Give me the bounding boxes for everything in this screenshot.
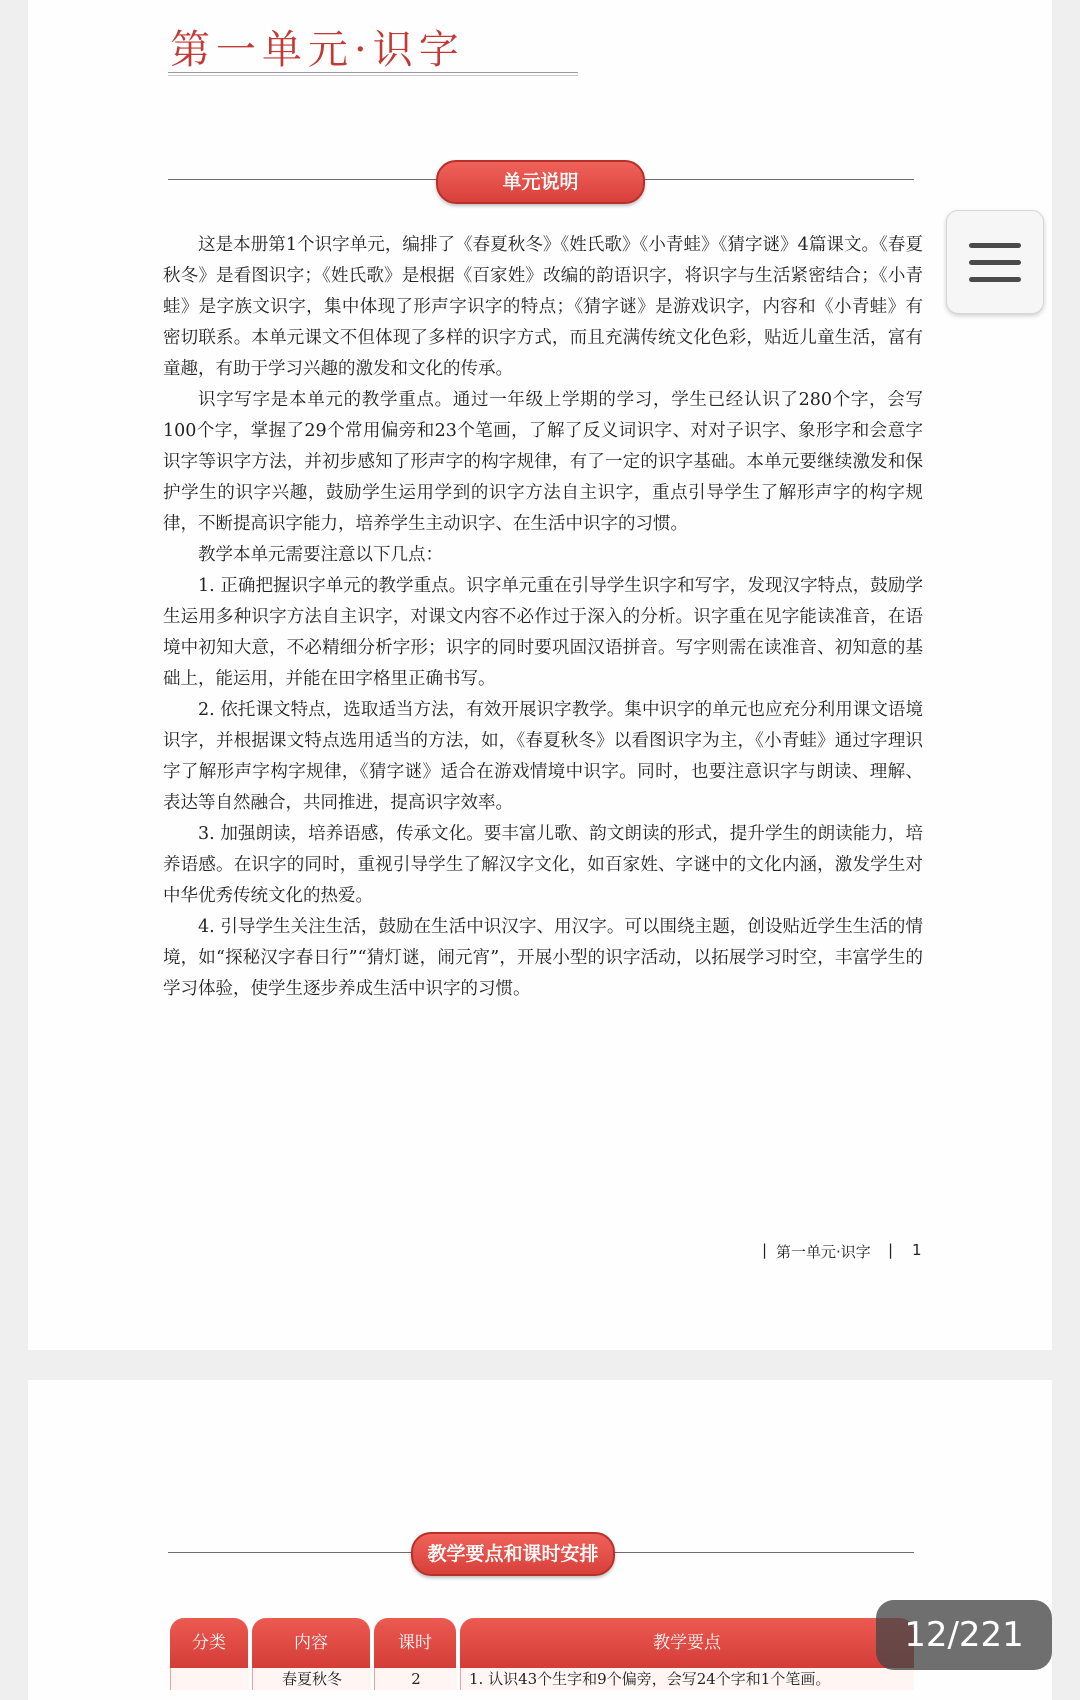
table-header-teaching-points: 教学要点 <box>460 1618 914 1668</box>
unit-description-body <box>163 230 923 1005</box>
paragraph: 识字写字是本单元的教学重点。通过一年级上学期的学习，学生已经认识了280个字，会写100个字，掌握了29个常用偏旁和23个笔画，了解了反义词识字、对对子识字、象形字和会意字识字等识字方法，并初步感知了形声字的构字规律，有了一定的识字基础。本单元要继续激发和保护学生的识字兴趣，鼓励学生运用学到的识字方法自主识字，重点引导学生了解形声字的构字规律，不断提高识字能力，培养学生主动识字、在生活中识字的习惯。 <box>163 390 923 534</box>
table-header-category: 分类 <box>170 1618 248 1668</box>
document-page-1 <box>28 0 1052 1350</box>
table-cell-teaching-points: 1. 认识43个生字和9个偏旁，会写24个字和1个笔画。 <box>460 1668 914 1690</box>
paragraph: 4. 引导学生关注生活，鼓励在生活中识汉字、用汉字。可以围绕主题，创设贴近学生生活的情境，如“探秘汉字春日行”“猜灯谜，闹元宵”，开展小型的识字活动，以拓展学习时空，丰富学生的学习体验，使学生逐步养成生活中识字的习惯。 <box>163 917 923 999</box>
table-cell-category <box>170 1668 249 1690</box>
paragraph: 1. 正确把握识字单元的教学重点。识字单元重在引导学生识字和写字，发现汉字特点，鼓励学生运用多种识字方法自主识字，对课文内容不必作过于深入的分析。识字重在见字能读准音，在语境中初知大意，不必精细分析字形；识字的同时要巩固汉语拼音。写字则需在读准音、初知意的基础上，能运用，并能在田字格里正确书写。 <box>163 576 923 689</box>
table-cell-hours: 2 <box>374 1668 457 1690</box>
title-underline-secondary <box>168 75 578 76</box>
menu-button[interactable] <box>946 210 1044 314</box>
table-header-content: 内容 <box>252 1618 370 1668</box>
paragraph: 2. 依托课文特点，选取适当方法，有效开展识字教学。集中识字的单元也应充分利用课文语境识字，并根据课文特点选用适当的方法，如，《春夏秋冬》以看图识字为主，《小青蛙》通过字理识字了解形声字构字规律，《猜字谜》适合在游戏情境中识字。同时，也要注意识字与朗读、理解、表达等自然融合，共同推进，提高识字效率。 <box>163 700 923 813</box>
folio-page-number: 1 <box>912 1241 922 1259</box>
folio-separator-left: | <box>762 1241 768 1259</box>
table-header-hours: 课时 <box>374 1618 456 1668</box>
hamburger-menu-icon-bar <box>969 260 1021 265</box>
folio-section: 第一单元·识字 <box>776 1243 871 1261</box>
section-rule-left-2 <box>168 1552 412 1553</box>
section-label-teaching-points: 教学要点和课时安排 <box>411 1532 615 1576</box>
unit-title: 第一单元·识字 <box>170 27 465 73</box>
title-underline <box>168 72 578 73</box>
page-counter: 12/221 <box>876 1600 1052 1670</box>
section-rule-left <box>168 179 438 180</box>
table-cell-content: 春夏秋冬 <box>252 1668 371 1690</box>
paragraph: 这是本册第1个识字单元，编排了《春夏秋冬》《姓氏歌》《小青蛙》《猜字谜》4篇课文。《春夏秋冬》是看图识字；《姓氏歌》是根据《百家姓》改编的韵语识字，将识字与生活紧密结合；《小青蛙》是字族文识字，集中体现了形声字识字的特点；《猜字谜》是游戏识字，内容和《小青蛙》有密切联系。本单元课文不但体现了多样的识字方式，而且充满传统文化色彩，贴近儿童生活，富有童趣，有助于学习兴趣的激发和文化的传承。 <box>163 235 923 379</box>
paragraph: 教学本单元需要注意以下几点： <box>198 545 443 565</box>
section-rule-right-2 <box>612 1552 914 1553</box>
section-rule-right <box>640 179 914 180</box>
paragraph: 3. 加强朗读，培养语感，传承文化。要丰富儿歌、韵文朗读的形式，提升学生的朗读能力，培养语感。在识字的同时，重视引导学生了解汉字文化，如百家姓、字谜中的文化内涵，激发学生对中华优秀传统文化的热爱。 <box>163 824 923 906</box>
hamburger-menu-icon-bar <box>969 277 1021 282</box>
section-label-unit-description: 单元说明 <box>436 160 645 204</box>
folio-separator-right: | <box>888 1241 894 1259</box>
hamburger-menu-icon <box>969 243 1021 248</box>
